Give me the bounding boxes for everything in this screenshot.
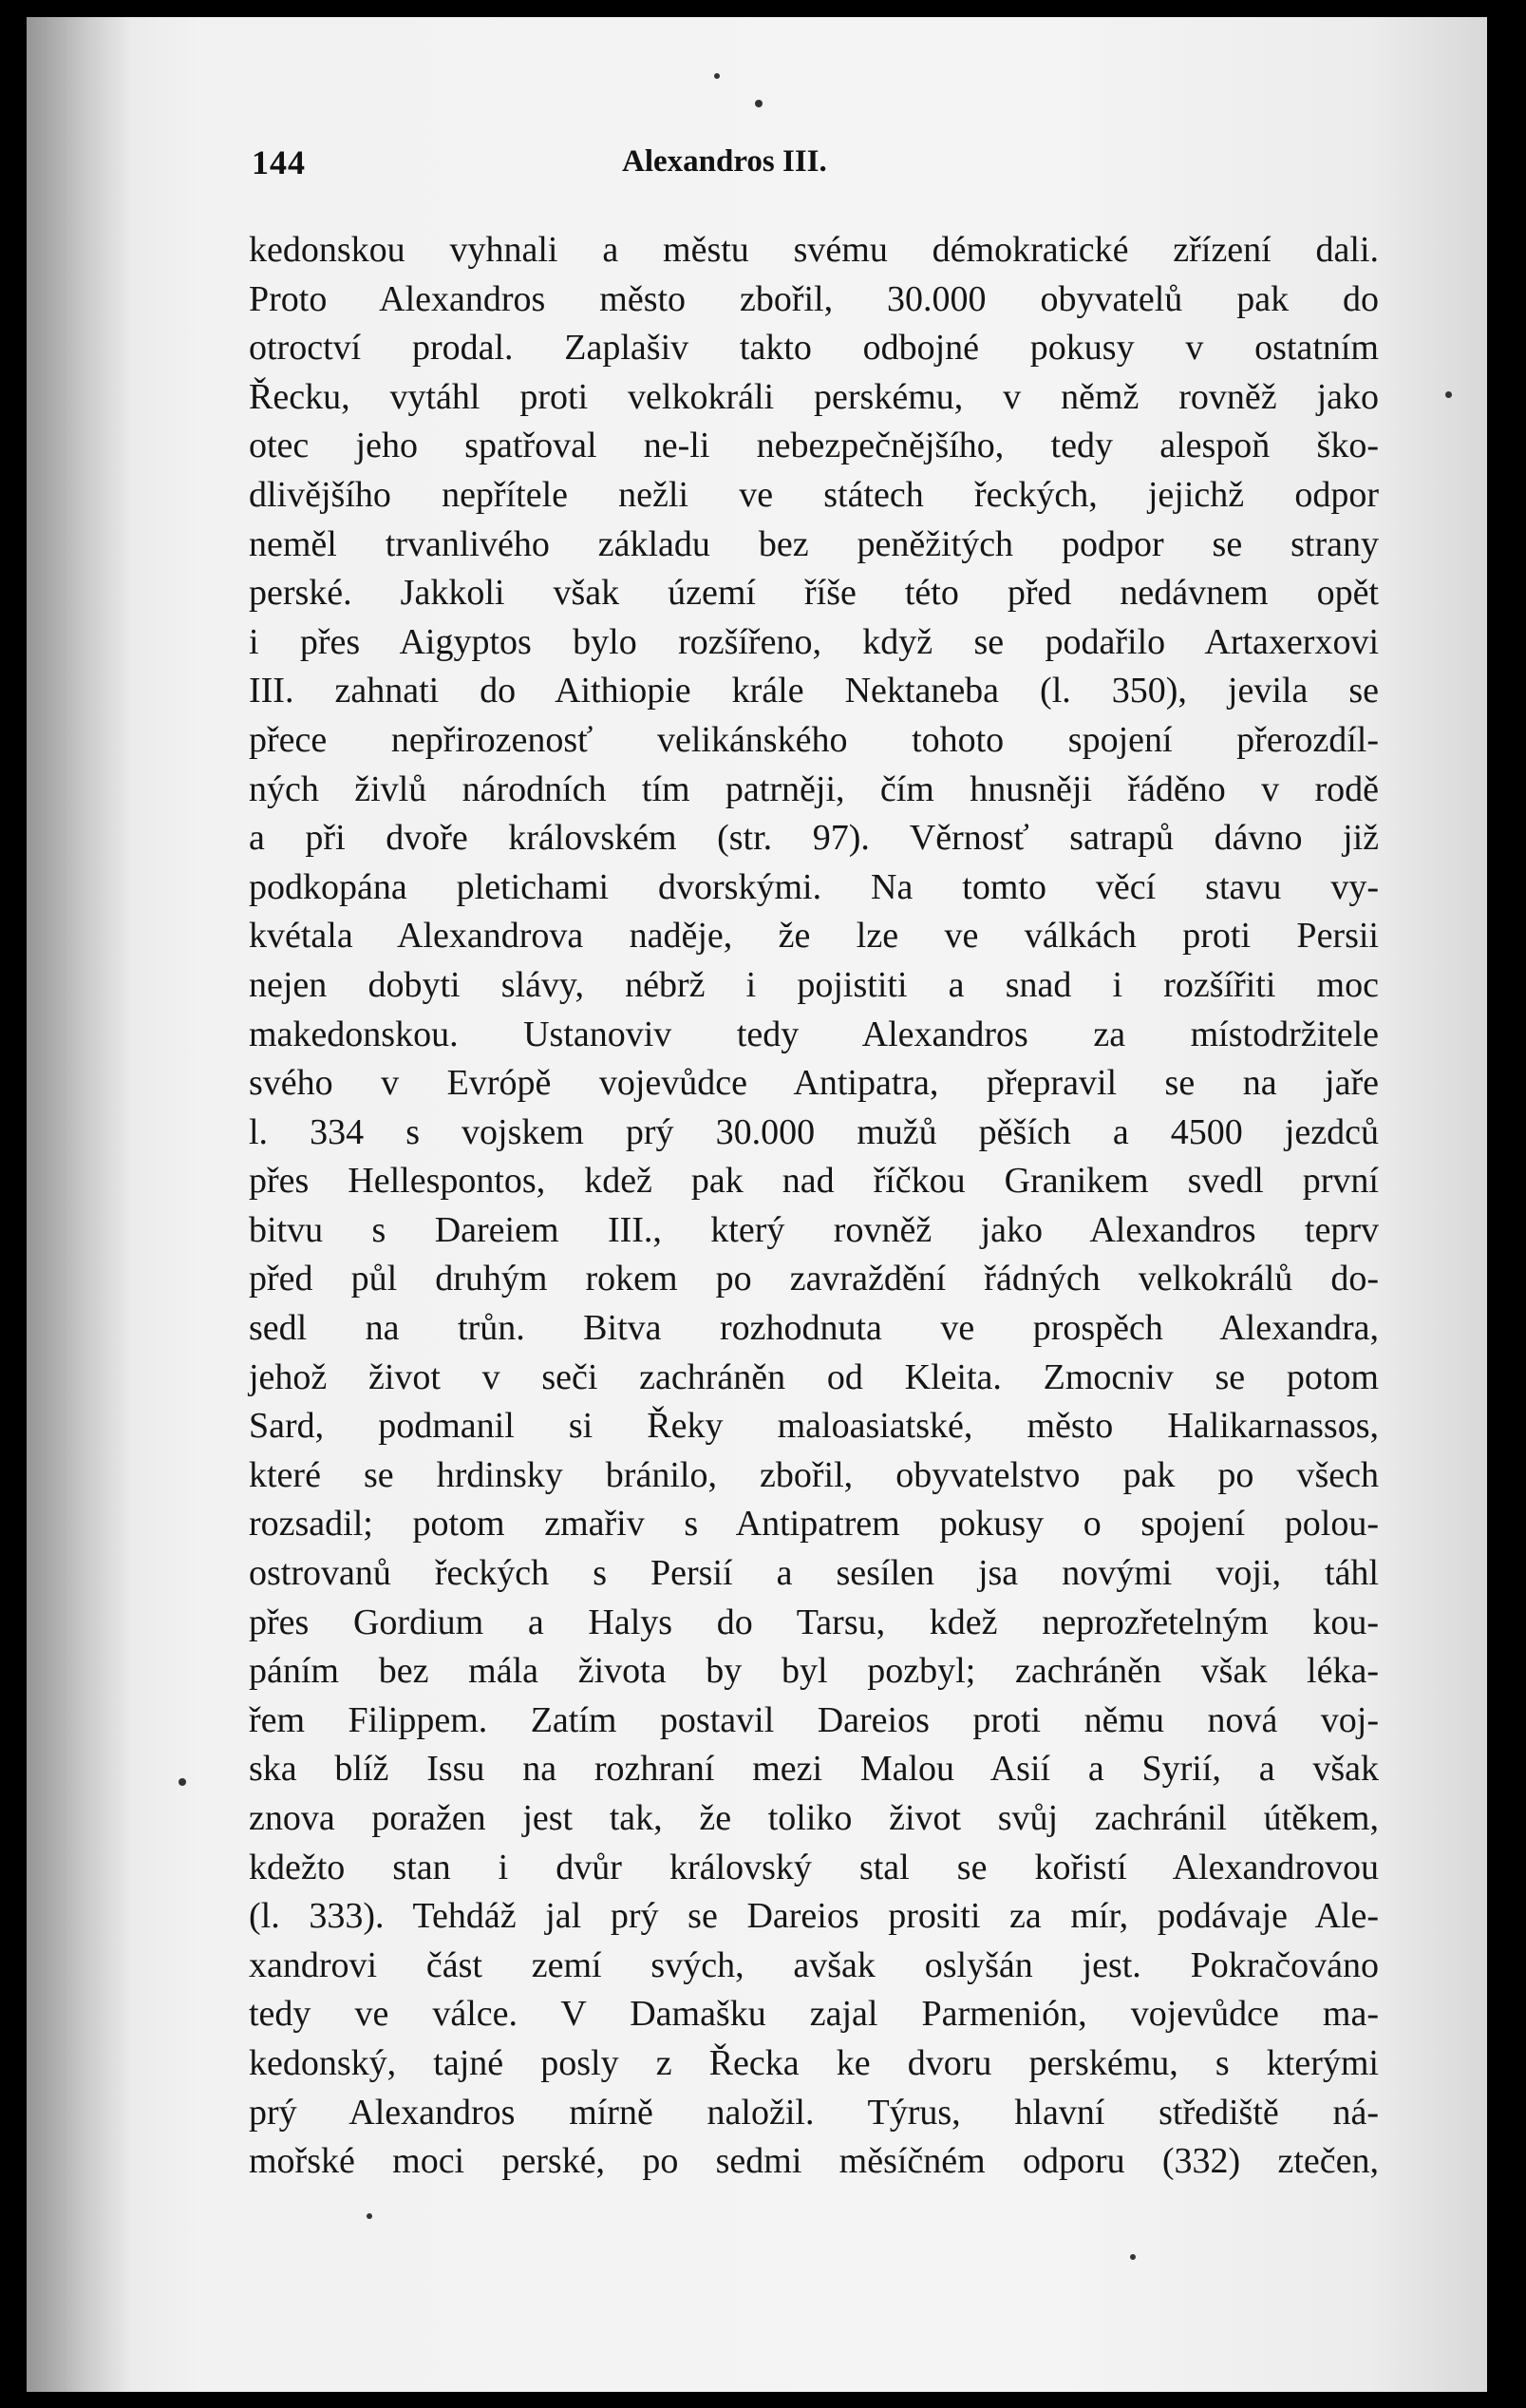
text-line: neměl trvanlivého základu bez peněžitých podpor se strany: [249, 523, 1379, 564]
body-text: [249, 226, 1379, 2187]
text-line: otroctví prodal. Zaplašiv takto odbojné pokusy v ostatním: [249, 328, 1379, 369]
text-line: jehož život v seči zachráněn od Kleita. Zmocniv se potom: [249, 1356, 1379, 1397]
text-line: podkopána pletichami dvorskými. Na tomto věcí stavu vy-: [249, 866, 1379, 907]
text-line: xandrovi část zemí svých, avšak oslyšán jest. Pokračováno: [249, 1944, 1379, 1985]
text-line: přes Hellespontos, kdež pak nad říčkou Granikem svedl první: [249, 1161, 1379, 1202]
text-line: páním bez mála života by byl pozbyl; zachráněn však léka-: [249, 1651, 1379, 1692]
scan-speck: [1445, 391, 1452, 398]
text-line: III. zahnati do Aithiopie krále Nektaneba (l. 350), jevila se: [249, 671, 1379, 711]
text-line: kedonský, tajné posly z Řecka ke dvoru perskému, s kterými: [249, 2042, 1379, 2083]
text-line: (l. 333). Tehdáž jal prý se Dareios prositi za mír, podávaje Ale-: [249, 1896, 1379, 1937]
text-line: ostrovanů řeckých s Persií a sesílen jsa novými voji, táhl: [249, 1553, 1379, 1594]
text-line: nejen dobyti slávy, nébrž i pojistiti a snad i rozšířiti moc: [249, 964, 1379, 1005]
gutter-shadow: [27, 17, 131, 2392]
text-line: před půl druhým rokem po zavraždění řádných velkokrálů do-: [249, 1259, 1379, 1299]
text-line: kedonskou vyhnali a městu svému démokratické zřízení dali.: [249, 230, 1379, 270]
text-line: Proto Alexandros město zbořil, 30.000 obyvatelů pak do: [249, 278, 1379, 319]
text-line: sedl na trůn. Bitva rozhodnuta ve prospěch Alexandra,: [249, 1308, 1379, 1349]
text-line: makedonskou. Ustanoviv tedy Alexandros za místodržitele: [249, 1014, 1379, 1054]
text-line: přece nepřirozenosť velikánského tohoto spojení přerozdíl-: [249, 719, 1379, 760]
text-line: dlivějšího nepřítele nežli ve státech řeckých, jejichž odpor: [249, 474, 1379, 515]
scan-speck: [1130, 2254, 1136, 2260]
text-line: svého v Evrópě vojevůdce Antipatra, přepravil se na jaře: [249, 1063, 1379, 1104]
text-line: tedy ve válce. V Damašku zajal Parmenión, vojevůdce ma-: [249, 1994, 1379, 2035]
text-line: Sard, podmanil si Řeky maloasiatské, město Halikarnassos,: [249, 1406, 1379, 1447]
text-line: přes Gordium a Halys do Tarsu, kdež neprozřetelným kou-: [249, 1602, 1379, 1642]
scan-speck: [179, 1778, 186, 1786]
text-line: ska blíž Issu na rozhraní mezi Malou Asií a Syrií, a však: [249, 1749, 1379, 1790]
scan-speck: [367, 2213, 372, 2219]
scan-edge: [1487, 0, 1526, 2408]
text-line: mořské moci perské, po sedmi měsíčném odporu (332) ztečen,: [249, 2141, 1379, 2182]
text-line: a při dvoře královském (str. 97). Věrnosť satrapů dávno již: [249, 818, 1379, 859]
text-line: bitvu s Dareiem III., který rovněž jako Alexandros teprv: [249, 1209, 1379, 1250]
text-line: kdežto stan i dvůr královský stal se kořistí Alexandrovou: [249, 1847, 1379, 1887]
text-line: které se hrdinsky bránilo, zbořil, obyvatelstvo pak po všech: [249, 1454, 1379, 1495]
text-line: perské. Jakkoli však území říše této před nedávnem opět: [249, 573, 1379, 614]
text-line: ných živlů národních tím patrněji, čím hnusněji řáděno v rodě: [249, 768, 1379, 809]
page-number: 144: [252, 143, 306, 181]
text-line: otec jeho spatřoval ne-li nebezpečnějšího, tedy alespoň ško-: [249, 426, 1379, 466]
running-title: Alexandros III.: [622, 144, 827, 179]
scan-speck: [714, 73, 720, 79]
text-line: kvétala Alexandrova naděje, že lze ve válkách proti Persii: [249, 916, 1379, 957]
text-line: rozsadil; potom zmařiv s Antipatrem pokusy o spojení polou-: [249, 1504, 1379, 1545]
text-line: znova poražen jest tak, že toliko život svůj zachránil útěkem,: [249, 1798, 1379, 1838]
text-line: i přes Aigyptos bylo rozšířeno, když se podařilo Artaxerxovi: [249, 621, 1379, 662]
text-line: řem Filippem. Zatím postavil Dareios proti němu nová voj-: [249, 1699, 1379, 1740]
text-line: l. 334 s vojskem prý 30.000 mužů pěších a 4500 jezdců: [249, 1111, 1379, 1152]
text-line: Řecku, vytáhl proti velkokráli perskému, v němž rovněž jako: [249, 376, 1379, 417]
scan-speck: [755, 100, 763, 107]
page-header: [252, 142, 1391, 199]
text-line: prý Alexandros mírně naložil. Týrus, hlavní střediště ná-: [249, 2092, 1379, 2133]
